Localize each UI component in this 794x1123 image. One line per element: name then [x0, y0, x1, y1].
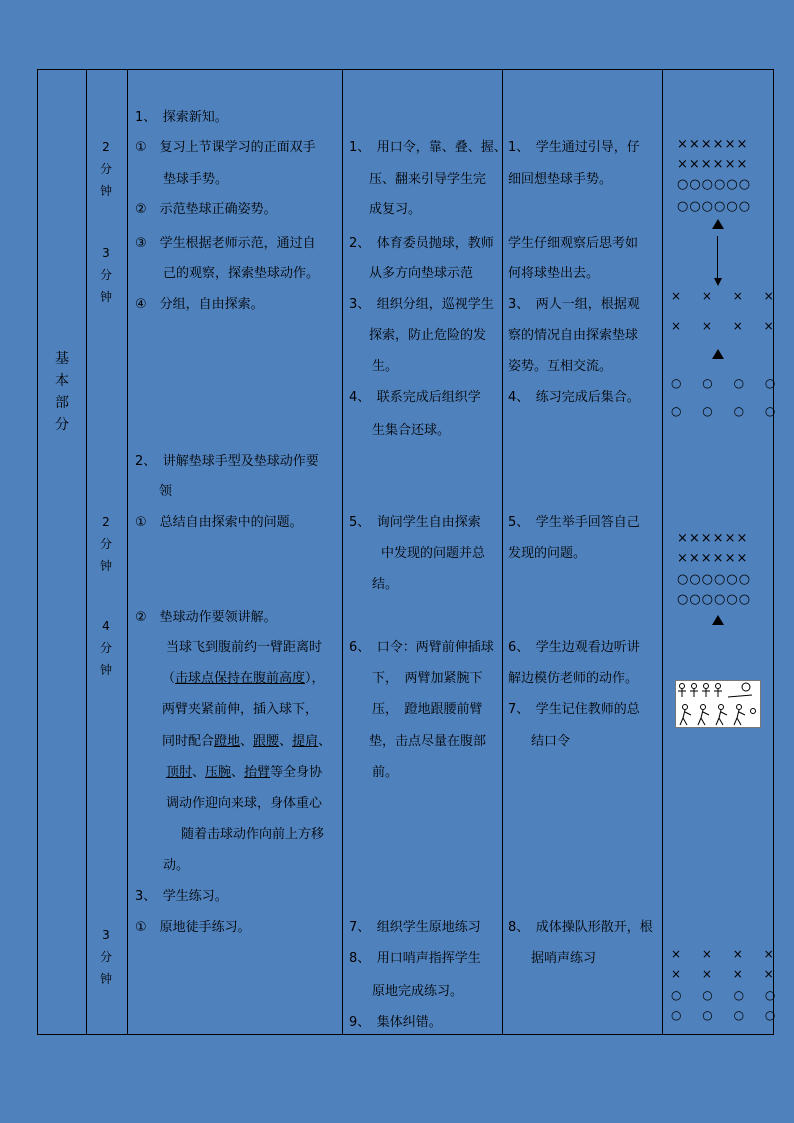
- teacher-position-icon: [712, 219, 724, 229]
- formation-row: × × × ×: [671, 289, 774, 303]
- formation-row: ××××××: [677, 551, 749, 566]
- teacher-line: 下， 两臂加紧腕下: [372, 671, 483, 686]
- content-line: 3、 学生练习。: [135, 889, 228, 904]
- teacher-line: 探索，防止危险的发: [369, 328, 487, 343]
- teacher-line: 压， 蹬地跟腰前臂: [372, 702, 483, 717]
- teacher-line: 结。: [372, 577, 399, 592]
- content-line: 调动作迎向来球，身体重心: [166, 796, 323, 811]
- student-line: 8、 成体操队形散开，根: [508, 920, 653, 935]
- formation-row: × × × ×: [671, 967, 774, 981]
- time-label: 2 分 钟: [99, 515, 112, 573]
- student-line: 6、 学生边观看边听讲: [508, 640, 640, 655]
- teacher-line: 生。: [372, 359, 399, 374]
- student-line: 结口令: [531, 734, 571, 749]
- content-line: 同时配合蹬地、跟腰、提肩、: [162, 734, 332, 749]
- formation-row: × × × ×: [671, 319, 774, 333]
- teacher-line: 原地完成练习。: [372, 984, 464, 999]
- time-label: 4 分 钟: [99, 619, 112, 677]
- content-line: 己的观察，探索垫球动作。: [163, 266, 320, 281]
- student-line: 3、 两人一组，根据观: [508, 297, 640, 312]
- formation-row: ○○○○○○: [677, 572, 752, 587]
- formation-row: ○○○○○○: [677, 199, 752, 214]
- formation-row: ××××××: [677, 531, 749, 546]
- time-label: 3 分 钟: [99, 928, 112, 986]
- formation-row: ○○○○○○: [677, 177, 752, 192]
- formation-row: × × × ×: [671, 947, 774, 961]
- col-divider: [662, 70, 663, 1034]
- student-line: 发现的问题。: [508, 546, 587, 561]
- teacher-line: 生集合还球。: [372, 423, 451, 438]
- time-label: 2 分 钟: [99, 140, 112, 198]
- student-line: 4、 练习完成后集合。: [508, 390, 640, 405]
- content-line: 垫球手势。: [163, 172, 229, 187]
- formation-row: ××××××: [677, 157, 749, 172]
- student-line: 据哨声练习: [531, 951, 597, 966]
- student-line: 察的情况自由探索垫球: [508, 328, 639, 343]
- content-line: 两臂夹紧前伸，插入球下，: [162, 702, 319, 717]
- content-line: 动。: [163, 858, 190, 873]
- arrow-down-icon: [714, 278, 722, 286]
- content-line: 领: [159, 484, 173, 499]
- teacher-line: 中发现的问题并总: [381, 546, 486, 561]
- col-divider: [127, 70, 128, 1034]
- teacher-line: 6、 口令：两臂前伸插球: [349, 640, 494, 655]
- student-line: 7、 学生记住教师的总: [508, 702, 640, 717]
- time-label: 3 分 钟: [99, 246, 112, 304]
- formation-row: ○○○○○○: [677, 592, 752, 607]
- formation-row: ○ ○ ○ ○: [671, 988, 776, 1002]
- student-line: 细回想垫球手势。: [508, 172, 613, 187]
- formation-row: ○ ○ ○ ○: [671, 1008, 776, 1022]
- content-line: ① 原地徒手练习。: [135, 920, 251, 935]
- teacher-line: 8、 用口哨声指挥学生: [349, 951, 481, 966]
- arrow-line: [717, 236, 718, 278]
- teacher-line: 9、 集体纠错。: [349, 1015, 442, 1030]
- content-line: ② 垫球动作要领讲解。: [135, 610, 277, 625]
- content-line: ① 复习上节课学习的正面双手: [135, 140, 316, 155]
- student-line: 学生仔细观察后思考如: [508, 236, 639, 251]
- student-line: 何将球垫出去。: [508, 266, 600, 281]
- content-line: 当球飞到腹前约一臂距离时: [166, 640, 323, 655]
- teacher-line: 成复习。: [369, 202, 422, 217]
- teacher-position-icon: [712, 349, 724, 359]
- content-line: ② 示范垫球正确姿势。: [135, 202, 277, 217]
- student-line: 1、 学生通过引导，仔: [508, 140, 640, 155]
- formation-row: ○ ○ ○ ○: [671, 404, 776, 418]
- formation-row: ○ ○ ○ ○: [671, 376, 776, 390]
- content-line: 1、 探索新知。: [135, 110, 228, 125]
- content-line: 顶肘、压腕、抬臂等全身协: [166, 765, 323, 780]
- teacher-line: 1、 用口令，靠、叠、握、: [349, 140, 507, 155]
- content-line: （击球点保持在腹前高度），: [162, 671, 325, 686]
- volleyball-figures-icon: [676, 681, 760, 727]
- content-line: ③ 学生根据老师示范，通过自: [135, 236, 316, 251]
- teacher-line: 从多方向垫球示范: [369, 266, 474, 281]
- student-line: 姿势。互相交流。: [508, 359, 613, 374]
- col-divider: [86, 70, 87, 1034]
- section-label: 基 本 部 分: [55, 351, 69, 433]
- teacher-line: 5、 询问学生自由探索: [349, 515, 481, 530]
- teacher-line: 4、 联系完成后组织学: [349, 390, 481, 405]
- student-line: 5、 学生举手回答自己: [508, 515, 640, 530]
- col-divider: [502, 70, 503, 1034]
- formation-row: ××××××: [677, 137, 749, 152]
- content-line: 随着击球动作向前上方移: [181, 827, 325, 842]
- teacher-line: 2、 体育委员抛球，教师: [349, 236, 494, 251]
- teacher-line: 7、 组织学生原地练习: [349, 920, 481, 935]
- student-line: 解边模仿老师的动作。: [508, 671, 639, 686]
- content-line: ④ 分组，自由探索。: [135, 297, 264, 312]
- content-line: ① 总结自由探索中的问题。: [135, 515, 303, 530]
- teacher-line: 压、翻来引导学生完: [369, 172, 487, 187]
- volleyball-illustration: [675, 680, 761, 728]
- teacher-line: 垫，击点尽量在腹部: [369, 734, 487, 749]
- teacher-line: 前。: [372, 765, 399, 780]
- teacher-position-icon: [712, 615, 724, 625]
- content-line: 2、 讲解垫球手型及垫球动作要: [135, 454, 319, 469]
- col-divider: [342, 70, 343, 1034]
- teacher-line: 3、 组织分组，巡视学生: [349, 297, 494, 312]
